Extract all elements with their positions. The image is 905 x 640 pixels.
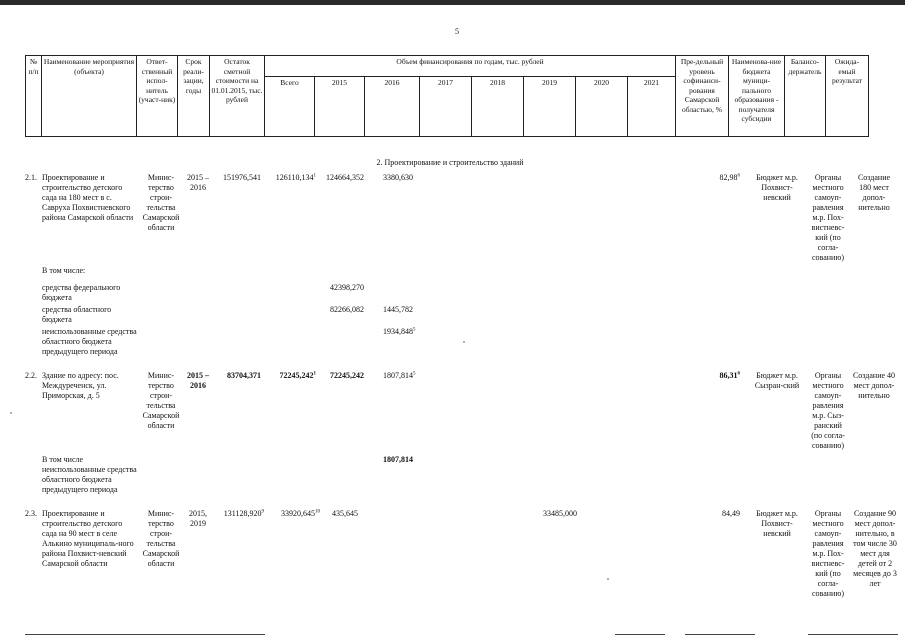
row-2-2-balance: 83704,371 [227, 371, 261, 380]
bottom-rule [808, 634, 898, 635]
hdr-holder: Балансо-держатель [785, 56, 826, 137]
fed-2015: 42398,270 [330, 283, 364, 292]
unused-2016: 1934,848$^5$ [383, 327, 416, 336]
bottom-rule [685, 634, 755, 635]
hdr-term: Срок реали-зации, годы [178, 56, 210, 137]
bottom-rule [615, 634, 665, 635]
row-2-3-holder: Органы местного самоуп-равления м.р. Пох-вистневс-кий (по согла-сованию) [811, 509, 845, 598]
row-2-3-name: Проектирование и строительство детского сада на 90 мест в селе Алькино муниципаль-ного района Похвист-невский Самарской области [42, 509, 134, 568]
row-2-1-2016: 3380,630 [383, 173, 413, 182]
hdr-year-2019: 2019 [524, 77, 576, 137]
scan-speck [10, 412, 12, 414]
row-2-2-holder: Органы местного самоуп-равления м.р. Сыз-ранский (по согла-сованию) [811, 371, 845, 450]
row-2-2-responsible: Минис-терство строи-тельства Самарской области [142, 371, 180, 430]
row-2-3-total: 33920,645$^{10}$ [281, 509, 320, 518]
row-2-1-budget: Бюджет м.р. Похвист-невский [756, 173, 798, 202]
section-title: 2. Проектирование и строительство зданий [376, 158, 524, 167]
row-2-1-num: 2.1. [25, 173, 37, 182]
hdr-num: № п/п [26, 56, 42, 137]
reg-2015: 82266,082 [330, 305, 364, 314]
header-table [25, 55, 869, 137]
hdr-balance: Остаток сметной стоимости на 01.01.2015, тыс. рублей [210, 56, 265, 137]
reg-2016: 1445,782 [383, 305, 413, 314]
row-2-3-num: 2.3. [25, 509, 37, 518]
hdr-year-2020: 2020 [576, 77, 628, 137]
row-2-2-name: Здание по адресу: пос. Междуреченск, ул. Приморская, д. 5 [42, 371, 119, 400]
hdr-name: Наименование мероприятия (объекта) [42, 56, 137, 137]
row-2-1-balance: 151976,541 [223, 173, 261, 182]
scan-speck [463, 341, 465, 343]
row-2-1-name: Проектирование и строительство детского сада на 180 мест в с. Савруха Похвистневского района Самарской области [42, 173, 134, 222]
row-2-1-total: 126110,134$^1$ [275, 173, 316, 182]
row-2-2-budget: Бюджет м.р. Сызран-ский [754, 371, 800, 390]
bottom-rule [25, 634, 265, 635]
row-2-1-responsible: Минис-терство строи-тельства Самарской области [142, 173, 180, 232]
hdr-year-2021: 2021 [628, 77, 676, 137]
hdr-year-2015: 2015 [315, 77, 365, 137]
row-2-1-2015: 124664,352 [326, 173, 364, 182]
row-2-3-term: 2015, 2019 [189, 509, 207, 528]
hdr-responsible: Ответ-ственный испол-нитель (участ-ник) [137, 56, 178, 137]
hdr-year-2016: 2016 [365, 77, 420, 137]
row-2-2-2015: 72245,242 [330, 371, 364, 380]
row-2-2-num: 2.2. [25, 371, 37, 380]
row-2-3-budget: Бюджет м.р. Похвист-невский [756, 509, 798, 538]
row-2-1-holder: Органы местного самоуп-равления м.р. Пох-вистневс-кий (по согла-сованию) [811, 173, 845, 262]
incl-label: В том числе: [42, 266, 86, 275]
hdr-year-2017: 2017 [420, 77, 472, 137]
hdr-total: Всего [265, 77, 315, 137]
row-2-3-2015: 435,645 [332, 509, 358, 518]
fed-label: средства федерального бюджета [42, 283, 121, 302]
hdr-result: Ожида-емый результат [826, 56, 869, 137]
row-2-1-term: 2015 – 2016 [187, 173, 209, 192]
row-2-3-responsible: Минис-терство строи-тельства Самарской области [142, 509, 180, 568]
hdr-year-2018: 2018 [472, 77, 524, 137]
hdr-financing: Объем финансирования по годам, тыс. рублей [265, 56, 676, 77]
unused-label: неиспользованные средства областного бюджета предыдущего периода [42, 327, 137, 356]
page-number: 5 [455, 27, 459, 36]
row-2-2-term: 2015 – 2016 [187, 371, 209, 390]
hdr-budget: Наименова-ние бюджета муници-пального образования - получателя субсидии [729, 56, 785, 137]
row-2-1-cofin: 82,98$^6$ [719, 173, 740, 182]
incl2-2016: 1807,814 [383, 455, 413, 464]
row-2-2-total: 72245,242$^1$ [279, 371, 316, 380]
row-2-2-result: Создание 40 мест допол-нительно [852, 371, 896, 400]
row-2-1-result: Создание 180 мест допол-нительно [857, 173, 891, 212]
hdr-cofinancing: Пре-дельный уровень софинанси-рования Самарской областью, % [676, 56, 729, 137]
row-2-2-cofin: 86,31$^6$ [719, 371, 740, 380]
incl2-label: В том числе неиспользованные средства областного бюджета предыдущего периода [42, 455, 137, 494]
row-2-3-balance: 131128,920$^9$ [223, 509, 264, 518]
scan-speck [607, 578, 609, 580]
row-2-3-cofin: 84,49 [722, 509, 740, 518]
row-2-2-2016: 1807,814$^5$ [383, 371, 416, 380]
top-border [0, 0, 905, 5]
reg-label: средства областного бюджета [42, 305, 112, 324]
row-2-3-result: Создание 90 мест допол-нительно, в том числе 30 мест для детей от 2 месяцев до 3 лет [853, 509, 897, 588]
row-2-3-2019: 33485,000 [543, 509, 577, 518]
